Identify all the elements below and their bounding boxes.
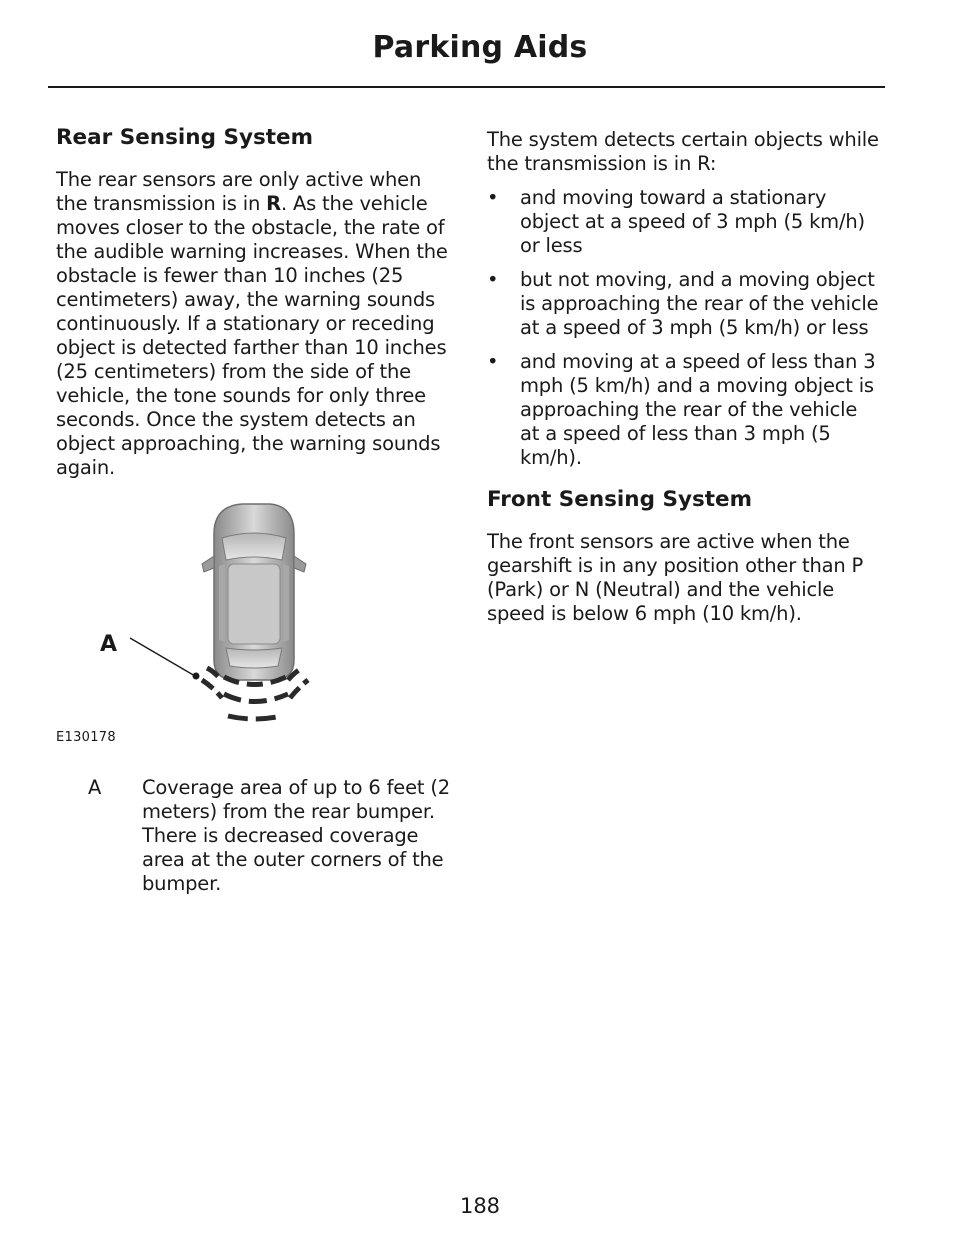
legend-text-a: Coverage area of up to 6 feet (2 meters) from the rear bumper. There is decreased coverage area at the outer corners of the bumper. bbox=[142, 776, 450, 895]
list-item-text: but not moving, and a moving object is approaching the rear of the vehicle at a speed of 3 mph (5 km/h) or less bbox=[520, 268, 879, 339]
rear-sensing-paragraph bbox=[56, 168, 448, 480]
gear-r-bold: R bbox=[266, 192, 281, 215]
list-item bbox=[487, 268, 879, 340]
right-windows bbox=[283, 564, 289, 642]
bullet-icon: • bbox=[487, 186, 499, 209]
bullet-icon: • bbox=[487, 268, 499, 291]
front-sensing-paragraph: The front sensors are active when the gearshift is in any position other than P (Park) or N (Neutral) and the vehicle speed is below 6 mph (10 km/h). bbox=[487, 530, 864, 625]
page-title: Parking Aids bbox=[372, 30, 588, 65]
rear-sensing-text-end: . As the vehicle moves closer to the obstacle, the rate of the audible warning increases. When the obstacle is fewer than 10 inches (25 centimeters) away, the warning sounds continuously. If a stationary or receding object is detected farther than 10 inches (25 centimeters) from the side of the vehicle, the tone sounds for only three seconds. Once the system detects an object approaching, the warning sounds again. bbox=[56, 192, 448, 479]
detection-intro-block bbox=[487, 128, 879, 176]
right-column bbox=[487, 122, 879, 626]
leader-dot bbox=[193, 673, 200, 680]
front-sensing-heading: Front Sensing System bbox=[487, 487, 753, 512]
leader-line bbox=[130, 638, 195, 676]
bullet-icon: • bbox=[487, 350, 499, 373]
legend-key-a: A bbox=[88, 776, 102, 799]
list-item-text: and moving toward a stationary object at a speed of 3 mph (5 km/h) or less bbox=[520, 186, 865, 257]
figure-legend bbox=[56, 776, 448, 896]
list-item bbox=[487, 186, 879, 258]
rear-sensing-heading: Rear Sensing System bbox=[56, 125, 314, 150]
list-item bbox=[487, 350, 879, 470]
figure-callout-a: A bbox=[100, 632, 118, 657]
left-windows bbox=[219, 564, 225, 642]
page-number: 188 bbox=[459, 1194, 501, 1218]
left-mirror bbox=[202, 556, 214, 572]
detection-intro: The system detects certain objects while the transmission is in R: bbox=[487, 128, 879, 175]
rear-sensing-text-start: The rear sensors are only active when the transmission is in bbox=[56, 168, 422, 215]
figure-code: E130178 bbox=[56, 730, 116, 745]
left-column bbox=[56, 122, 448, 896]
header-divider bbox=[48, 86, 885, 88]
list-item-text: and moving at a speed of less than 3 mph (5 km/h) and a moving object is approaching the rear of the vehicle at a speed of less than 3 mph (5 km/h). bbox=[520, 350, 876, 469]
rear-sensor-figure bbox=[56, 494, 448, 749]
detection-bullet-list bbox=[487, 186, 879, 470]
roof bbox=[228, 564, 280, 644]
windshield bbox=[222, 533, 286, 560]
right-mirror bbox=[294, 556, 306, 572]
rear-window bbox=[226, 648, 282, 668]
car-top-view-illustration bbox=[56, 494, 448, 749]
